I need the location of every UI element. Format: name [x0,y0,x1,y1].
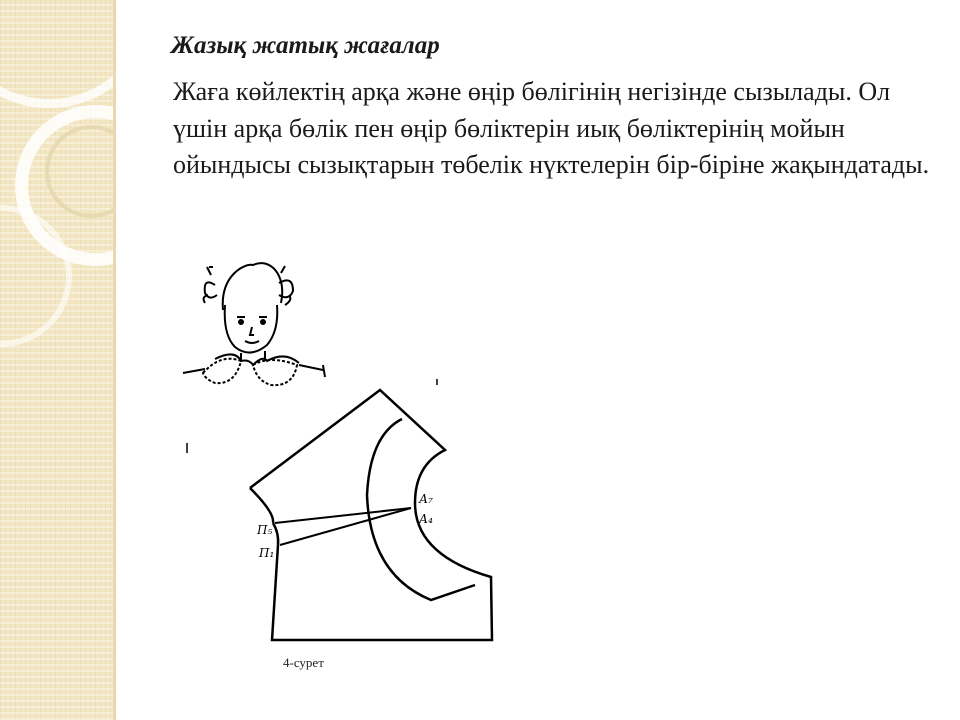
label-p1: П₁ [259,546,275,560]
girl-portrait-illustration [183,263,325,385]
decorative-side-strip [0,0,115,720]
slide-title: Жазық жатық жағалар [171,32,440,59]
collar-pattern-outline [187,379,492,640]
figure-caption: 4-сурет [283,655,324,670]
slide-body-text: Жаға көйлектің арқа және өңір бөлігінің негізінде сызылады. Ол үшін арқа бөлік пен өңір бөліктерін иық бөліктерінің мойын ойындысы сызықтарын төбелік нүктелерін бір-біріне жақындатады. [173,77,930,179]
label-p5: П₅ [257,523,273,537]
collar-pattern-figure [175,255,505,650]
decorative-ring-icon [0,0,115,108]
strip-divider [113,0,116,720]
label-a7: А₇ [419,492,433,506]
label-a4: А₄ [419,512,433,526]
